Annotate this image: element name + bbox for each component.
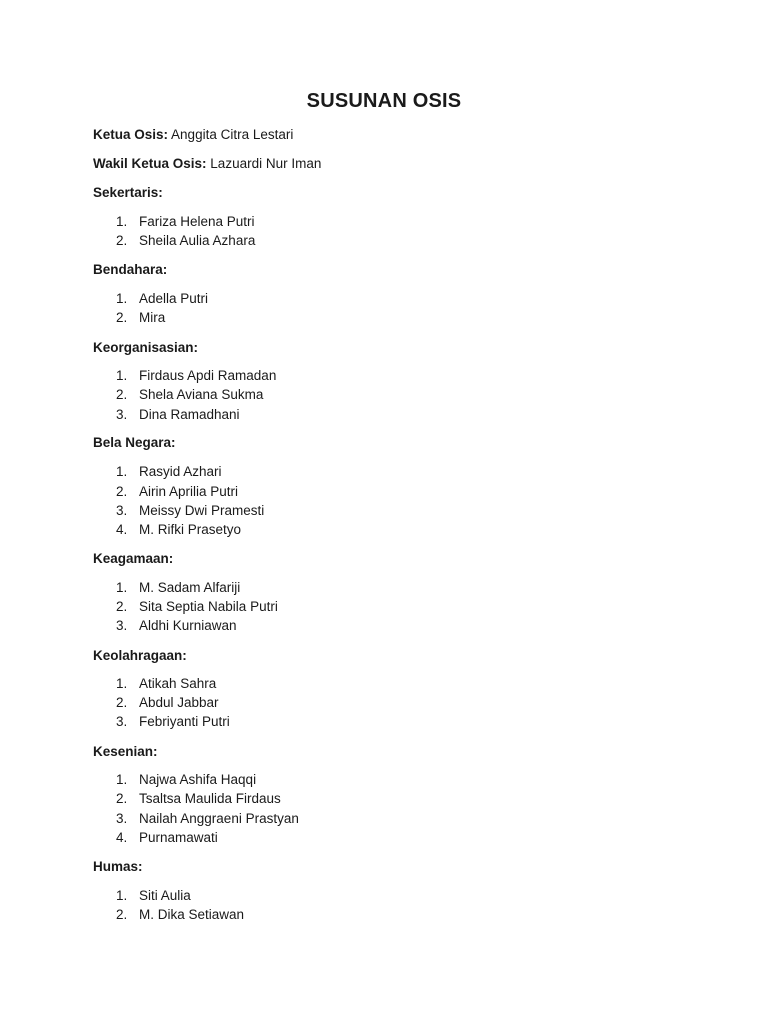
list-number: 1.: [116, 214, 128, 229]
section-heading-text: Bendahara:: [93, 262, 168, 277]
list-number: 3.: [116, 503, 128, 518]
list-number: 4.: [116, 522, 128, 537]
member-name: Febriyanti Putri: [139, 714, 230, 729]
list-number: 3.: [116, 714, 128, 729]
wakil-ketua-value: Lazuardi Nur Iman: [210, 156, 322, 171]
member-name: Shela Aviana Sukma: [139, 387, 264, 402]
list-number: 3.: [116, 407, 128, 422]
member-name: Airin Aprilia Putri: [139, 484, 239, 499]
member-name: Fariza Helena Putri: [139, 214, 255, 229]
list-number: 1.: [116, 368, 128, 383]
list-number: 1.: [116, 888, 128, 903]
member-name: Sita Septia Nabila Putri: [139, 599, 278, 614]
list-number: 1.: [116, 772, 128, 787]
member-name: Nailah Anggraeni Prastyan: [139, 811, 299, 826]
list-number: 2.: [116, 907, 128, 922]
section-heading-kesenian: [93, 743, 158, 761]
member-name: M. Sadam Alfariji: [139, 580, 241, 595]
ketua-osis-value: Anggita Citra Lestari: [171, 127, 294, 142]
member-name: Abdul Jabbar: [139, 695, 219, 710]
section-heading-bela-negara: [93, 434, 176, 452]
member-name: Dina Ramadhani: [139, 407, 240, 422]
list-number: 1.: [116, 464, 128, 479]
section-heading-keolahragaan: [93, 647, 187, 665]
member-name: Aldhi Kurniawan: [139, 618, 237, 633]
section-heading-keagamaan: [93, 550, 173, 568]
member-name: Sheila Aulia Azhara: [139, 233, 256, 248]
list-number: 3.: [116, 811, 128, 826]
section-heading-text: Keorganisasian:: [93, 340, 199, 355]
list-number: 2.: [116, 484, 128, 499]
section-heading-text: Bela Negara:: [93, 435, 176, 450]
list-number: 2.: [116, 791, 128, 806]
section-heading-text: Humas:: [93, 859, 143, 874]
list-number: 4.: [116, 830, 128, 845]
list-number: 2.: [116, 233, 128, 248]
document-title: SUSUNAN OSIS: [306, 90, 462, 112]
section-heading-keorganisasian: [93, 339, 198, 357]
member-name: Rasyid Azhari: [139, 464, 222, 479]
member-name: Firdaus Apdi Ramadan: [139, 368, 277, 383]
list-number: 1.: [116, 676, 128, 691]
section-heading-sekertaris: [93, 184, 163, 202]
section-heading-text: Sekertaris:: [93, 185, 163, 200]
member-name: Najwa Ashifa Haqqi: [139, 772, 257, 787]
list-number: 2.: [116, 695, 128, 710]
member-name: Siti Aulia: [139, 888, 191, 903]
list-number: 2.: [116, 387, 128, 402]
section-heading-text: Kesenian:: [93, 744, 158, 759]
wakil-ketua-label: Wakil Ketua Osis:: [93, 156, 207, 171]
ketua-osis-line: [93, 126, 293, 144]
member-name: Adella Putri: [139, 291, 209, 306]
member-name: Atikah Sahra: [139, 676, 217, 691]
section-heading-bendahara: [93, 261, 167, 279]
section-heading-text: Keolahragaan:: [93, 648, 187, 663]
member-name: Mira: [139, 310, 166, 325]
member-name: Meissy Dwi Pramesti: [139, 503, 265, 518]
section-heading-text: Keagamaan:: [93, 551, 174, 566]
wakil-ketua-line: [93, 155, 321, 173]
section-heading-humas: [93, 858, 143, 876]
list-number: 1.: [116, 580, 128, 595]
list-number: 3.: [116, 618, 128, 633]
list-number: 2.: [116, 599, 128, 614]
member-name: Tsaltsa Maulida Firdaus: [139, 791, 281, 806]
member-name: Purnamawati: [139, 830, 218, 845]
list-number: 2.: [116, 310, 128, 325]
ketua-osis-label: Ketua Osis:: [93, 127, 169, 142]
list-number: 1.: [116, 291, 128, 306]
member-name: M. Dika Setiawan: [139, 907, 245, 922]
member-name: M. Rifki Prasetyo: [139, 522, 242, 537]
